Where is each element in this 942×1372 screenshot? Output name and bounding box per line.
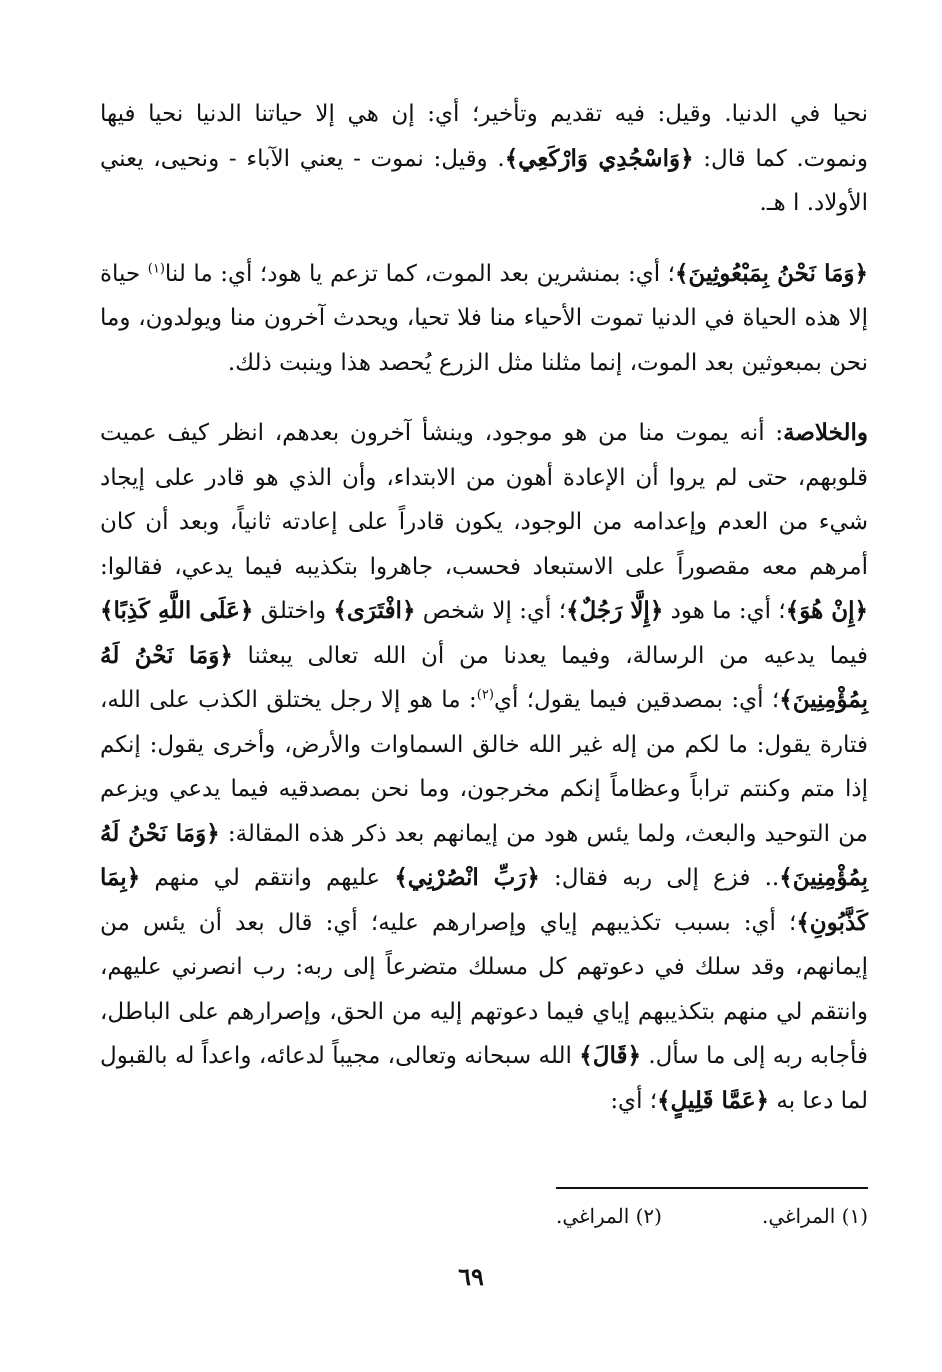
quran-quote: ﴿وَاسْجُدِي وَارْكَعِي﴾ [504, 144, 694, 172]
quran-quote: ﴿قَالَ﴾ [579, 1042, 641, 1069]
quran-quote: ﴿افْتَرَى﴾ [333, 597, 416, 624]
footnote-2: (٢) المراغي. [555, 1204, 662, 1228]
paragraph [100, 252, 868, 386]
footnote-marker: (٢) [476, 687, 494, 703]
text-run: عليهم وانتقم لي منهم [140, 865, 395, 891]
page-body [100, 92, 868, 1123]
section-lead: والخلاصة [783, 419, 868, 446]
paragraph [100, 411, 868, 1123]
text-run: ؛ أي: بمصدقين فيما يقول؛ أي [493, 687, 780, 713]
quran-quote: ﴿بِمَا كَذَّبُونِ﴾ [100, 864, 868, 936]
text-run: نحيا في الدنيا. وقيل: فيه تقديم وتأخير؛ أي: إن هي إلا حياتنا الدنيا نحيا فيها ونموت. كما قال: [100, 101, 868, 172]
quran-quote: ﴿عَمَّا قَلِيلٍ﴾ [657, 1086, 770, 1114]
text-run: الله سبحانه وتعالى، مجيباً لدعائه، واعداً له بالقبول لما دعا به [100, 1043, 868, 1114]
quran-quote: ﴿وَمَا نَحْنُ لَهُ بِمُؤْمِنِينَ﴾ [100, 641, 868, 713]
quran-quote: ﴿إِنْ هُوَ﴾ [785, 597, 868, 624]
paragraph [100, 92, 868, 226]
text-run: : أنه يموت منا من هو موجود، وينشأ آخرون بعدهم، انظر كيف عميت قلوبهم، حتى لم يروا أن الإعادة أهون من الابتداء، وأن الذي هو قادر على إيجاد شيء من العدم وإعدامه من الوجود، يكون قادراً على إعادته ثانياً، وبعد أن كان أمرهم معه مقصوراً على الاستبعاد فحسب، جاهروا بتكذيبه فيما يدعي، فقالوا: [100, 420, 868, 580]
text-run: ؛ أي: إلا شخص [415, 598, 567, 624]
text-run: ؛ أي: ما هود [663, 598, 786, 624]
text-run: ؛ أي: بمنشرين بعد الموت، كما تزعم يا هود؛ أي: ما لنا [164, 260, 675, 287]
text-run: واختلق [253, 598, 334, 624]
quran-quote: ﴿عَلَى اللَّهِ كَذِبًا﴾ [100, 597, 254, 624]
page-number: ٦٩ [458, 1262, 484, 1291]
footnote-divider [556, 1187, 868, 1189]
footnote-marker: (١) [147, 260, 165, 276]
footnotes [556, 1200, 868, 1232]
text-run: ؛ أي: [610, 1087, 658, 1114]
footnote-1: (١) المراغي. [761, 1204, 868, 1228]
quran-quote: ﴿وَمَا نَحْنُ بِمَبْعُوثِينَ﴾ [674, 259, 868, 287]
text-run: ؛ أي: بسبب تكذيبهم إياي وإصرارهم عليه؛ أي: قال بعد أن يئس من إيمانهم، وقد سلك في دعوتهم كل مسلك متضرعاً إلى ربه: رب انصرني عليهم، وانتقم لي منهم بتكذيبهم إياي فيما دعوتهم إليه من الحق، وإصرارهم على الباطل، فأجابه ربه إلى ما سأل. [100, 909, 868, 1069]
text-run: .. فزع إلى ربه فقال: [539, 865, 780, 891]
text-run: فيما يدعيه من الرسالة، وفيما يعدنا من أن الله تعالى يبعثنا [232, 642, 868, 669]
text-run: . وقيل: نموت - يعني الآباء - ونحيى، يعني الأولاد. ا هـ. [100, 145, 868, 216]
text-run: : ما هو إلا رجل يختلق الكذب على الله، فتارة يقول: ما لكم من إله غير الله خالق السماوات والأرض، وأخرى يقول: إنكم إذا متم وكنتم تراباً وعظاماً إنكم مخرجون، وما نحن بمصدقيه فيما يدعي ويزعم من التوحيد والبعث، ولما يئس هود من إيمانهم بعد ذكر هذه المقالة: [100, 687, 868, 847]
quran-quote: ﴿إِلَّا رَجُلٌ﴾ [566, 597, 664, 624]
text-run: حياة إلا هذه الحياة في الدنيا تموت الأحياء منا فلا تحيا، ويحدث آخرون منا ويولدون، وما نحن بمبعوثين بعد الموت، إنما مثلنا مثل الزرع يُحصد هذا وينبت ذلك. [100, 260, 868, 376]
quran-quote: ﴿وَمَا نَحْنُ لَهُ بِمُؤْمِنِينَ﴾ [100, 819, 869, 891]
quran-quote: ﴿رَبِّ انْصُرْنِي﴾ [394, 864, 540, 891]
